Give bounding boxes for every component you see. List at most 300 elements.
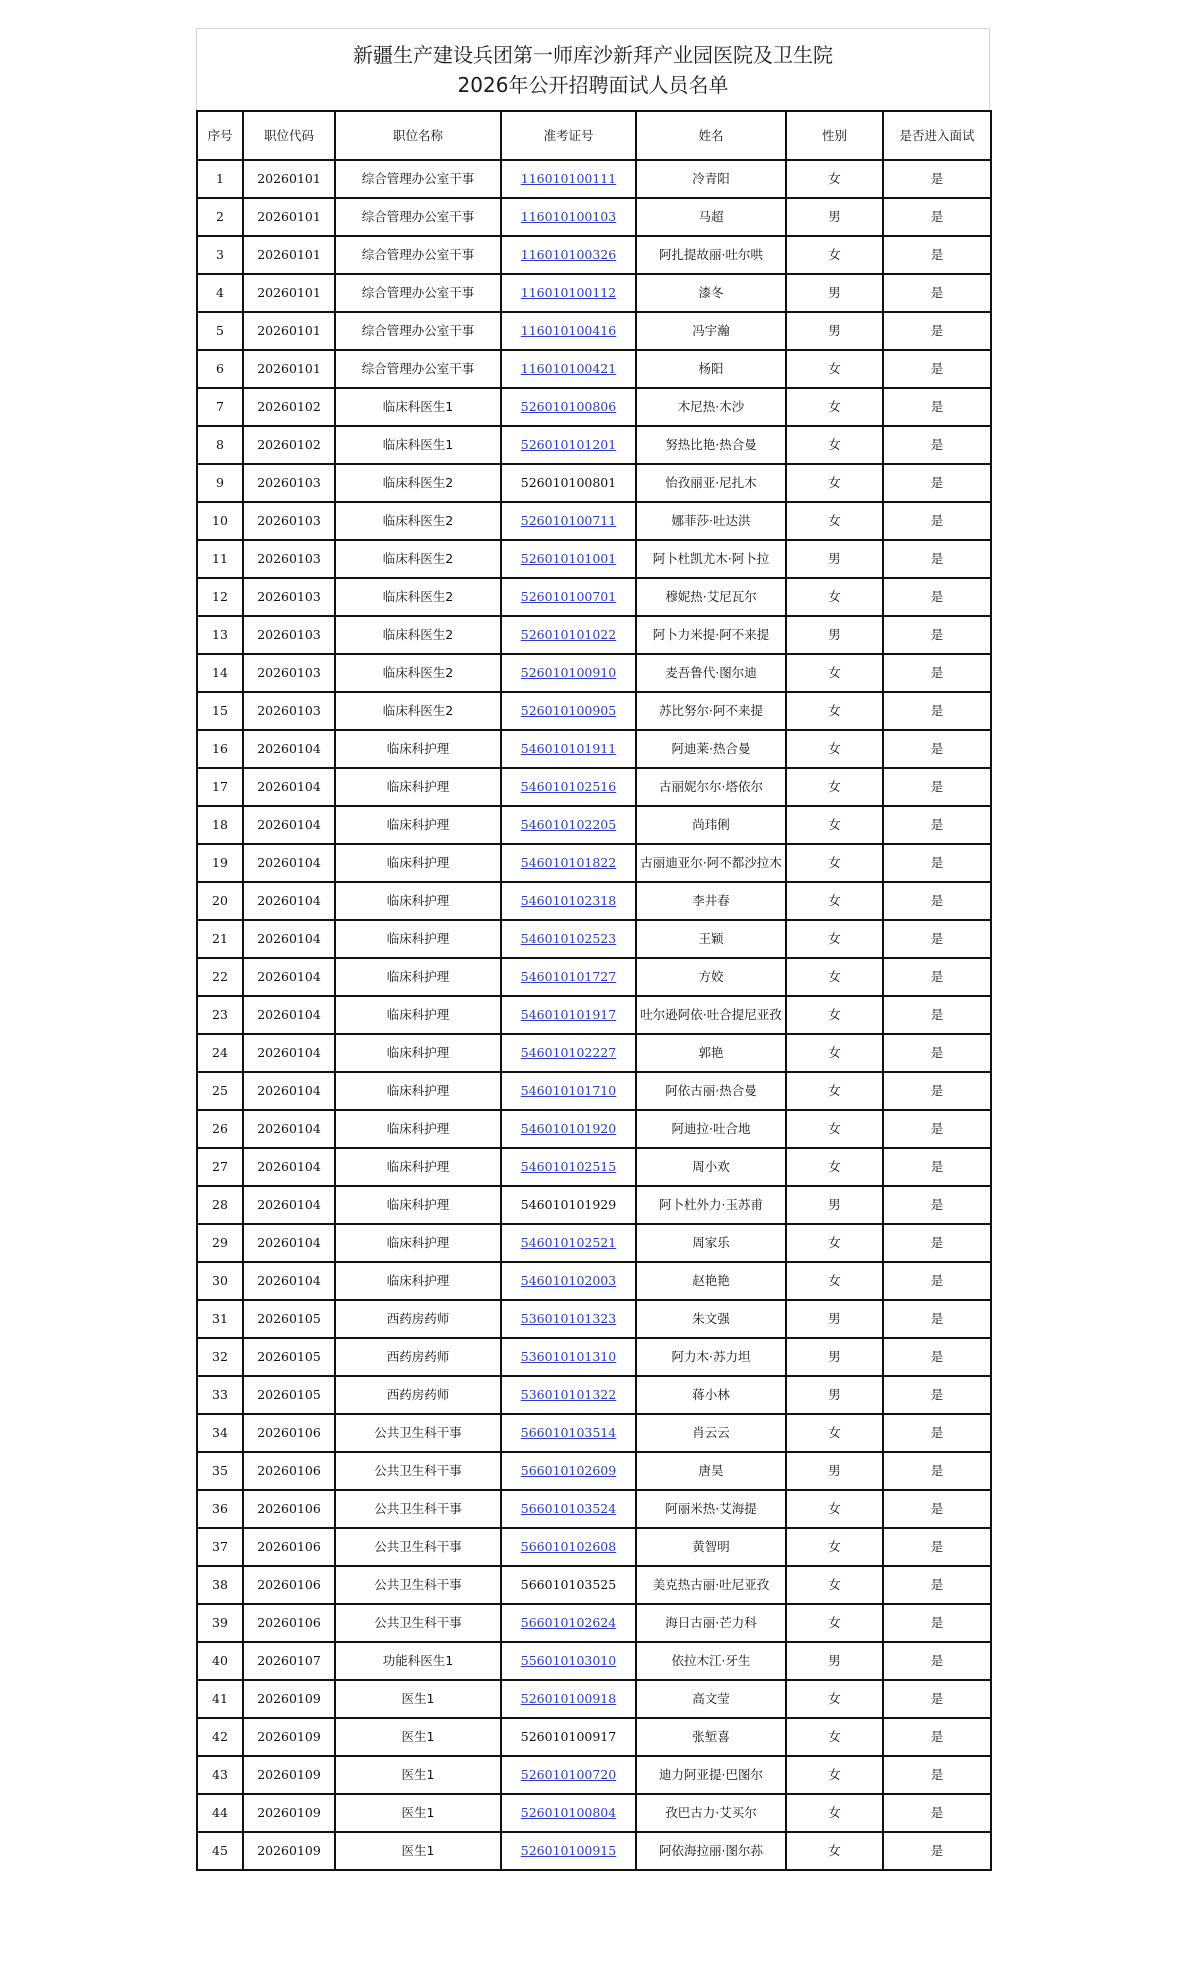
cell-interview: 是: [883, 540, 991, 578]
cell-name: 周小欢: [636, 1148, 786, 1186]
cell-interview: 是: [883, 1528, 991, 1566]
table-row: [197, 1224, 991, 1262]
cell-code: 20260107: [243, 1642, 335, 1680]
table-row: [197, 1338, 991, 1376]
cell-code: 20260104: [243, 730, 335, 768]
ticket-link[interactable]: 546010101911: [520, 741, 617, 756]
table-row: [197, 464, 991, 502]
cell-code: 20260101: [243, 198, 335, 236]
cell-interview: 是: [883, 464, 991, 502]
cell-code: 20260104: [243, 1034, 335, 1072]
cell-code: 20260106: [243, 1566, 335, 1604]
ticket-link[interactable]: 526010100806: [520, 399, 617, 414]
cell-name: 肖云云: [636, 1414, 786, 1452]
table-row: [197, 1072, 991, 1110]
ticket-link[interactable]: 526010101001: [520, 551, 617, 566]
table-row: [197, 426, 991, 464]
cell-ticket: [501, 426, 636, 464]
cell-gender: 女: [786, 1034, 883, 1072]
cell-interview: 是: [883, 1376, 991, 1414]
table-row: [197, 1300, 991, 1338]
cell-interview: 是: [883, 198, 991, 236]
cell-code: 20260104: [243, 844, 335, 882]
cell-code: 20260103: [243, 578, 335, 616]
cell-position: 临床科医生2: [335, 540, 501, 578]
cell-interview: 是: [883, 692, 991, 730]
ticket-link[interactable]: 526010100711: [520, 513, 617, 528]
cell-no: 14: [197, 654, 243, 692]
ticket-link[interactable]: 526010100804: [520, 1805, 617, 1820]
cell-name: 阿依海拉丽·图尔荪: [636, 1832, 786, 1870]
ticket-link[interactable]: 546010102521: [520, 1235, 617, 1250]
ticket-link[interactable]: 536010101310: [520, 1349, 617, 1364]
cell-name: 方姣: [636, 958, 786, 996]
cell-ticket: [501, 1718, 636, 1756]
cell-interview: 是: [883, 1490, 991, 1528]
table-row: [197, 1262, 991, 1300]
table-row: [197, 1376, 991, 1414]
cell-gender: 女: [786, 1490, 883, 1528]
cell-position: 临床科护理: [335, 920, 501, 958]
cell-no: 22: [197, 958, 243, 996]
cell-no: 36: [197, 1490, 243, 1528]
ticket-link[interactable]: 116010100421: [520, 361, 617, 376]
candidate-table: [196, 110, 992, 1871]
cell-position: 临床科护理: [335, 1034, 501, 1072]
ticket-link[interactable]: 526010100905: [520, 703, 617, 718]
cell-position: 西药房药师: [335, 1300, 501, 1338]
cell-name: 冷青阳: [636, 160, 786, 198]
cell-code: 20260101: [243, 236, 335, 274]
table-row: [197, 882, 991, 920]
cell-code: 20260109: [243, 1680, 335, 1718]
ticket-link[interactable]: 546010102515: [520, 1159, 617, 1174]
table-row: [197, 616, 991, 654]
ticket-link[interactable]: 116010100416: [520, 323, 617, 338]
cell-name: 阿卜力米提·阿不来提: [636, 616, 786, 654]
cell-no: 28: [197, 1186, 243, 1224]
cell-interview: 是: [883, 312, 991, 350]
cell-gender: 男: [786, 198, 883, 236]
cell-interview: 是: [883, 1034, 991, 1072]
cell-interview: 是: [883, 1680, 991, 1718]
table-row: [197, 996, 991, 1034]
cell-position: 医生1: [335, 1832, 501, 1870]
cell-no: 45: [197, 1832, 243, 1870]
cell-ticket: [501, 236, 636, 274]
cell-name: 周家乐: [636, 1224, 786, 1262]
cell-position: 临床科护理: [335, 1148, 501, 1186]
cell-gender: 女: [786, 844, 883, 882]
cell-no: 40: [197, 1642, 243, 1680]
page-title: 新疆生产建设兵团第一师库沙新拜产业园医院及卫生院: [353, 42, 833, 67]
cell-interview: 是: [883, 1110, 991, 1148]
cell-position: 临床科护理: [335, 768, 501, 806]
cell-position: 临床科护理: [335, 806, 501, 844]
ticket-link[interactable]: 566010102609: [520, 1463, 617, 1478]
cell-name: 朱文强: [636, 1300, 786, 1338]
document-sheet: [196, 28, 990, 1871]
ticket-link[interactable]: 526010100918: [520, 1691, 617, 1706]
cell-interview: 是: [883, 1338, 991, 1376]
cell-interview: 是: [883, 1718, 991, 1756]
ticket-link[interactable]: 116010100111: [520, 171, 617, 186]
cell-ticket: [501, 1338, 636, 1376]
cell-name: 王颖: [636, 920, 786, 958]
table-row: [197, 578, 991, 616]
cell-no: 41: [197, 1680, 243, 1718]
cell-no: 21: [197, 920, 243, 958]
ticket-link[interactable]: 556010103010: [520, 1653, 617, 1668]
header-gender: 性别: [786, 111, 883, 160]
cell-code: 20260104: [243, 1110, 335, 1148]
cell-interview: 是: [883, 654, 991, 692]
cell-gender: 女: [786, 1110, 883, 1148]
cell-interview: 是: [883, 426, 991, 464]
cell-position: 临床科医生2: [335, 502, 501, 540]
ticket-link[interactable]: 526010101201: [520, 437, 617, 452]
cell-code: 20260103: [243, 616, 335, 654]
header-name: 姓名: [636, 111, 786, 160]
cell-ticket: [501, 882, 636, 920]
cell-gender: 男: [786, 540, 883, 578]
cell-gender: 女: [786, 426, 883, 464]
cell-code: 20260105: [243, 1376, 335, 1414]
cell-code: 20260103: [243, 654, 335, 692]
cell-ticket: [501, 654, 636, 692]
cell-name: 唐昊: [636, 1452, 786, 1490]
cell-gender: 女: [786, 1680, 883, 1718]
cell-ticket: [501, 616, 636, 654]
cell-ticket: [501, 1642, 636, 1680]
cell-code: 20260103: [243, 502, 335, 540]
cell-ticket: [501, 198, 636, 236]
ticket-link[interactable]: 546010102523: [520, 931, 617, 946]
cell-code: 20260103: [243, 540, 335, 578]
cell-no: 43: [197, 1756, 243, 1794]
cell-code: 20260109: [243, 1832, 335, 1870]
cell-gender: 女: [786, 768, 883, 806]
cell-gender: 女: [786, 236, 883, 274]
ticket-link[interactable]: 566010103514: [520, 1425, 617, 1440]
cell-no: 29: [197, 1224, 243, 1262]
cell-ticket: [501, 1148, 636, 1186]
cell-name: 穆妮热·艾尼瓦尔: [636, 578, 786, 616]
cell-no: 26: [197, 1110, 243, 1148]
cell-code: 20260102: [243, 426, 335, 464]
cell-ticket: [501, 388, 636, 426]
cell-code: 20260106: [243, 1528, 335, 1566]
cell-ticket: [501, 1794, 636, 1832]
cell-interview: 是: [883, 1604, 991, 1642]
ticket-link[interactable]: 546010102318: [520, 893, 617, 908]
cell-interview: 是: [883, 1186, 991, 1224]
ticket-link[interactable]: 566010102624: [520, 1615, 617, 1630]
cell-position: 临床科医生2: [335, 654, 501, 692]
cell-code: 20260106: [243, 1414, 335, 1452]
cell-name: 怡孜丽亚·尼扎木: [636, 464, 786, 502]
cell-no: 8: [197, 426, 243, 464]
table-row: [197, 350, 991, 388]
cell-position: 临床科医生1: [335, 426, 501, 464]
cell-position: 临床科护理: [335, 1262, 501, 1300]
cell-no: 31: [197, 1300, 243, 1338]
cell-name: 苏比努尔·阿不来提: [636, 692, 786, 730]
cell-gender: 女: [786, 502, 883, 540]
cell-ticket: [501, 1300, 636, 1338]
cell-code: 20260104: [243, 958, 335, 996]
cell-code: 20260101: [243, 350, 335, 388]
ticket-link[interactable]: 526010100915: [520, 1843, 617, 1858]
table-row: [197, 1680, 991, 1718]
cell-gender: 女: [786, 730, 883, 768]
cell-code: 20260101: [243, 274, 335, 312]
cell-no: 38: [197, 1566, 243, 1604]
cell-name: 阿卜杜外力·玉苏甫: [636, 1186, 786, 1224]
cell-no: 6: [197, 350, 243, 388]
cell-gender: 女: [786, 920, 883, 958]
cell-position: 公共卫生科干事: [335, 1566, 501, 1604]
cell-gender: 女: [786, 1604, 883, 1642]
cell-ticket: [501, 692, 636, 730]
cell-interview: 是: [883, 730, 991, 768]
cell-code: 20260103: [243, 692, 335, 730]
cell-code: 20260101: [243, 160, 335, 198]
cell-position: 公共卫生科干事: [335, 1452, 501, 1490]
table-row: [197, 1148, 991, 1186]
cell-gender: 女: [786, 160, 883, 198]
table-row: [197, 692, 991, 730]
cell-ticket: [501, 540, 636, 578]
header-code: 职位代码: [243, 111, 335, 160]
cell-position: 临床科护理: [335, 958, 501, 996]
table-row: [197, 160, 991, 198]
cell-gender: 女: [786, 578, 883, 616]
table-row: [197, 958, 991, 996]
cell-position: 临床科护理: [335, 882, 501, 920]
cell-gender: 男: [786, 1338, 883, 1376]
cell-no: 17: [197, 768, 243, 806]
cell-interview: 是: [883, 768, 991, 806]
cell-gender: 女: [786, 1566, 883, 1604]
cell-position: 综合管理办公室干事: [335, 312, 501, 350]
cell-gender: 男: [786, 1452, 883, 1490]
cell-ticket: [501, 730, 636, 768]
cell-interview: 是: [883, 996, 991, 1034]
ticket-link[interactable]: 526010101022: [520, 627, 617, 642]
cell-code: 20260104: [243, 1186, 335, 1224]
cell-ticket: [501, 578, 636, 616]
cell-name: 阿扎提故丽·吐尔哄: [636, 236, 786, 274]
cell-position: 综合管理办公室干事: [335, 274, 501, 312]
cell-name: 李井春: [636, 882, 786, 920]
table-row: [197, 1414, 991, 1452]
cell-gender: 男: [786, 616, 883, 654]
ticket-link[interactable]: 116010100112: [520, 285, 617, 300]
cell-position: 功能科医生1: [335, 1642, 501, 1680]
cell-name: 麦吾鲁代·图尔迪: [636, 654, 786, 692]
cell-ticket: [501, 1110, 636, 1148]
cell-no: 1: [197, 160, 243, 198]
ticket-link[interactable]: 116010100103: [520, 209, 617, 224]
cell-position: 临床科医生2: [335, 578, 501, 616]
ticket-link[interactable]: 536010101322: [520, 1387, 617, 1402]
table-row: [197, 844, 991, 882]
ticket-number: 526010100917: [520, 1729, 617, 1744]
table-row: [197, 920, 991, 958]
table-row: [197, 1110, 991, 1148]
cell-name: 蒋小林: [636, 1376, 786, 1414]
cell-code: 20260104: [243, 920, 335, 958]
cell-no: 13: [197, 616, 243, 654]
cell-gender: 女: [786, 654, 883, 692]
cell-name: 迪力阿亚提·巴图尔: [636, 1756, 786, 1794]
cell-no: 34: [197, 1414, 243, 1452]
cell-no: 27: [197, 1148, 243, 1186]
cell-interview: 是: [883, 1072, 991, 1110]
table-row: [197, 730, 991, 768]
ticket-link[interactable]: 526010100720: [520, 1767, 617, 1782]
cell-name: 阿迪拉·吐合地: [636, 1110, 786, 1148]
cell-no: 11: [197, 540, 243, 578]
cell-name: 黄智明: [636, 1528, 786, 1566]
cell-ticket: [501, 1680, 636, 1718]
cell-gender: 女: [786, 350, 883, 388]
cell-code: 20260104: [243, 1148, 335, 1186]
ticket-link[interactable]: 546010102227: [520, 1045, 617, 1060]
cell-interview: 是: [883, 160, 991, 198]
cell-interview: 是: [883, 236, 991, 274]
cell-ticket: [501, 920, 636, 958]
cell-ticket: [501, 1034, 636, 1072]
ticket-link[interactable]: 546010101920: [520, 1121, 617, 1136]
table-row: [197, 1034, 991, 1072]
cell-name: 古丽迪亚尔·阿不都沙拉木: [636, 844, 786, 882]
cell-interview: 是: [883, 806, 991, 844]
cell-gender: 女: [786, 1832, 883, 1870]
cell-interview: 是: [883, 920, 991, 958]
cell-no: 39: [197, 1604, 243, 1642]
ticket-link[interactable]: 546010102003: [520, 1273, 617, 1288]
cell-interview: 是: [883, 350, 991, 388]
cell-position: 西药房药师: [335, 1338, 501, 1376]
table-row: [197, 540, 991, 578]
cell-name: 张堑喜: [636, 1718, 786, 1756]
table-row: [197, 1528, 991, 1566]
cell-name: 阿迪莱·热合曼: [636, 730, 786, 768]
cell-no: 10: [197, 502, 243, 540]
cell-code: 20260109: [243, 1756, 335, 1794]
cell-no: 3: [197, 236, 243, 274]
cell-name: 高文莹: [636, 1680, 786, 1718]
cell-gender: 女: [786, 1528, 883, 1566]
cell-no: 23: [197, 996, 243, 1034]
cell-no: 7: [197, 388, 243, 426]
cell-name: 尚玮俐: [636, 806, 786, 844]
table-header-row: [197, 111, 991, 160]
cell-position: 医生1: [335, 1756, 501, 1794]
ticket-link[interactable]: 546010101822: [520, 855, 617, 870]
cell-position: 公共卫生科干事: [335, 1490, 501, 1528]
cell-position: 医生1: [335, 1794, 501, 1832]
cell-gender: 男: [786, 274, 883, 312]
ticket-link[interactable]: 526010100910: [520, 665, 617, 680]
ticket-link[interactable]: 546010102516: [520, 779, 617, 794]
cell-position: 临床科护理: [335, 1186, 501, 1224]
cell-ticket: [501, 350, 636, 388]
cell-position: 综合管理办公室干事: [335, 350, 501, 388]
cell-ticket: [501, 844, 636, 882]
ticket-link[interactable]: 566010102608: [520, 1539, 617, 1554]
cell-interview: 是: [883, 1642, 991, 1680]
cell-no: 25: [197, 1072, 243, 1110]
cell-interview: 是: [883, 844, 991, 882]
cell-position: 公共卫生科干事: [335, 1604, 501, 1642]
cell-position: 临床科医生1: [335, 388, 501, 426]
table-row: [197, 1794, 991, 1832]
cell-name: 吐尔逊阿依·吐合提尼亚孜: [636, 996, 786, 1034]
cell-code: 20260102: [243, 388, 335, 426]
cell-ticket: [501, 1414, 636, 1452]
cell-position: 医生1: [335, 1680, 501, 1718]
cell-no: 35: [197, 1452, 243, 1490]
ticket-number: 546010101929: [520, 1197, 617, 1212]
cell-ticket: [501, 1376, 636, 1414]
ticket-link[interactable]: 546010101727: [520, 969, 617, 984]
cell-interview: 是: [883, 1756, 991, 1794]
ticket-link[interactable]: 566010103524: [520, 1501, 617, 1516]
ticket-link[interactable]: 546010101710: [520, 1083, 617, 1098]
cell-position: 临床科医生2: [335, 616, 501, 654]
cell-ticket: [501, 1452, 636, 1490]
table-row: [197, 1186, 991, 1224]
cell-no: 20: [197, 882, 243, 920]
ticket-link[interactable]: 536010101323: [520, 1311, 617, 1326]
cell-position: 西药房药师: [335, 1376, 501, 1414]
table-row: [197, 1490, 991, 1528]
cell-code: 20260106: [243, 1490, 335, 1528]
cell-ticket: [501, 502, 636, 540]
cell-gender: 女: [786, 388, 883, 426]
cell-code: 20260106: [243, 1452, 335, 1490]
cell-name: 孜巴古力·艾买尔: [636, 1794, 786, 1832]
table-row: [197, 1642, 991, 1680]
cell-ticket: [501, 274, 636, 312]
cell-no: 12: [197, 578, 243, 616]
cell-interview: 是: [883, 1452, 991, 1490]
ticket-number: 526010100801: [520, 475, 617, 490]
cell-name: 杨阳: [636, 350, 786, 388]
cell-name: 努热比艳·热合曼: [636, 426, 786, 464]
ticket-link[interactable]: 546010102205: [520, 817, 617, 832]
cell-position: 临床科护理: [335, 844, 501, 882]
ticket-link[interactable]: 526010100701: [520, 589, 617, 604]
cell-name: 阿丽米热·艾海提: [636, 1490, 786, 1528]
cell-position: 临床科医生2: [335, 692, 501, 730]
cell-code: 20260109: [243, 1794, 335, 1832]
table-row: [197, 312, 991, 350]
cell-ticket: [501, 1490, 636, 1528]
cell-code: 20260104: [243, 1224, 335, 1262]
ticket-link[interactable]: 546010101917: [520, 1007, 617, 1022]
cell-no: 19: [197, 844, 243, 882]
cell-ticket: [501, 1756, 636, 1794]
cell-gender: 男: [786, 1186, 883, 1224]
ticket-link[interactable]: 116010100326: [520, 247, 617, 262]
header-interview: 是否进入面试: [883, 111, 991, 160]
cell-gender: 女: [786, 806, 883, 844]
cell-ticket: [501, 1224, 636, 1262]
